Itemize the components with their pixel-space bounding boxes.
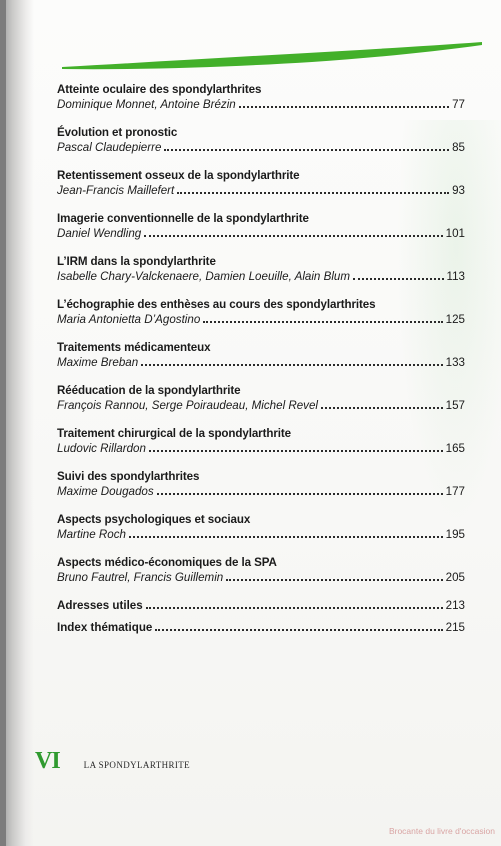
toc-entry-line <box>57 269 465 284</box>
toc-entry-authors: Isabelle Chary-Valckenaere, Damien Loeuille, Alain Blum <box>57 270 350 283</box>
toc-entry-line <box>57 598 465 613</box>
toc-entry-line <box>57 398 465 413</box>
toc-entry-title: Atteinte oculaire des spondylarthrites <box>57 83 262 96</box>
toc-entry-page: 205 <box>445 571 465 584</box>
dot-leader <box>239 106 449 108</box>
toc-entry[interactable] <box>57 555 465 598</box>
dot-leader <box>164 149 449 151</box>
toc-entry[interactable] <box>57 512 465 555</box>
toc-entry-page: 125 <box>445 313 465 326</box>
toc-entry-authors: Dominique Monnet, Antoine Brézin <box>57 98 236 111</box>
toc-entry[interactable] <box>57 598 465 620</box>
page-spine-edge <box>0 0 6 846</box>
toc-entry[interactable] <box>57 125 465 168</box>
toc-entry-line <box>57 441 465 456</box>
toc-entry-title: Aspects psychologiques et sociaux <box>57 513 251 526</box>
toc-entry-line <box>57 140 465 155</box>
toc-entry-line <box>57 183 465 198</box>
toc-entry-line <box>57 527 465 542</box>
toc-entry-authors: Pascal Claudepierre <box>57 141 162 154</box>
toc-entry-authors: Jean-Francis Maillefert <box>57 184 175 197</box>
dot-leader <box>226 579 442 581</box>
toc-entry-page: 101 <box>445 227 465 240</box>
dot-leader <box>141 364 442 366</box>
dot-leader <box>353 278 444 280</box>
dot-leader <box>144 235 442 237</box>
toc-entry[interactable] <box>57 211 465 254</box>
dot-leader <box>129 536 443 538</box>
dot-leader <box>157 493 443 495</box>
toc-entry-page: 157 <box>445 399 465 412</box>
toc-entry-title: Index thématique <box>57 621 153 634</box>
dot-leader <box>155 629 442 631</box>
dot-leader <box>203 321 442 323</box>
toc-entry-title: Retentissement osseux de la spondylarthrite <box>57 169 300 182</box>
toc-entry[interactable] <box>57 254 465 297</box>
toc-entry[interactable] <box>57 469 465 512</box>
page-folio: VI <box>35 748 60 774</box>
toc-entry-line <box>57 312 465 327</box>
dot-leader <box>321 407 443 409</box>
toc-entry[interactable] <box>57 620 465 642</box>
toc-entry-page: 77 <box>452 98 465 111</box>
toc-entry-page: 195 <box>445 528 465 541</box>
toc-entry[interactable] <box>57 168 465 211</box>
toc-entry-page: 85 <box>452 141 465 154</box>
toc-entry-page: 215 <box>445 621 465 634</box>
toc-entry-title: Aspects médico-économiques de la SPA <box>57 556 277 569</box>
toc-entry-title: L’échographie des enthèses au cours des spondylarthrites <box>57 298 376 311</box>
toc-entry-authors: Maxime Breban <box>57 356 139 369</box>
toc-entry-authors: Ludovic Rillardon <box>57 442 146 455</box>
toc-entry-title: Évolution et pronostic <box>57 126 178 139</box>
toc-entry[interactable] <box>57 82 465 125</box>
toc-entry-authors: François Rannou, Serge Poiraudeau, Michel Revel <box>57 399 319 412</box>
toc-entry-authors: Bruno Fautrel, Francis Guillemin <box>57 571 224 584</box>
toc-entry-title: Suivi des spondylarthrites <box>57 470 200 483</box>
toc-entry-page: 165 <box>445 442 465 455</box>
toc-entry-authors: Maxime Dougados <box>57 485 154 498</box>
toc-entry[interactable] <box>57 383 465 426</box>
toc-entry-authors: Martine Roch <box>57 528 126 541</box>
page-footer <box>35 748 190 775</box>
toc-entry-page: 93 <box>452 184 465 197</box>
toc-entry-title: Rééducation de la spondylarthrite <box>57 384 241 397</box>
toc-entry-title: L’IRM dans la spondylarthrite <box>57 255 216 268</box>
toc-entry-page: 113 <box>446 270 465 283</box>
toc-entry-line <box>57 570 465 585</box>
toc-entry-title: Adresses utiles <box>57 599 143 612</box>
toc-entry[interactable] <box>57 340 465 383</box>
toc-entry-page: 213 <box>445 599 465 612</box>
toc-entry-page: 133 <box>445 356 465 369</box>
toc-entry-line <box>57 620 465 635</box>
toc-entry-title: Imagerie conventionnelle de la spondylarthrite <box>57 212 309 225</box>
table-of-contents <box>57 82 465 642</box>
toc-entry-line <box>57 226 465 241</box>
toc-entry-page: 177 <box>445 485 465 498</box>
toc-entry-line <box>57 484 465 499</box>
toc-entry-authors: Maria Antonietta D’Agostino <box>57 313 201 326</box>
dot-leader <box>177 192 449 194</box>
toc-entry-title: Traitement chirurgical de la spondylarthrite <box>57 427 291 440</box>
watermark-text: Brocante du livre d'occasion <box>388 826 495 836</box>
toc-entry-line <box>57 355 465 370</box>
toc-entry-authors: Daniel Wendling <box>57 227 142 240</box>
toc-entry-line <box>57 97 465 112</box>
dot-leader <box>146 607 443 609</box>
toc-entry-title: Traitements médicamenteux <box>57 341 211 354</box>
dot-leader <box>149 450 443 452</box>
green-swoosh-decoration <box>62 42 482 72</box>
running-head: LA SPONDYLARTHRITE <box>83 760 191 770</box>
toc-entry[interactable] <box>57 297 465 340</box>
toc-entry[interactable] <box>57 426 465 469</box>
